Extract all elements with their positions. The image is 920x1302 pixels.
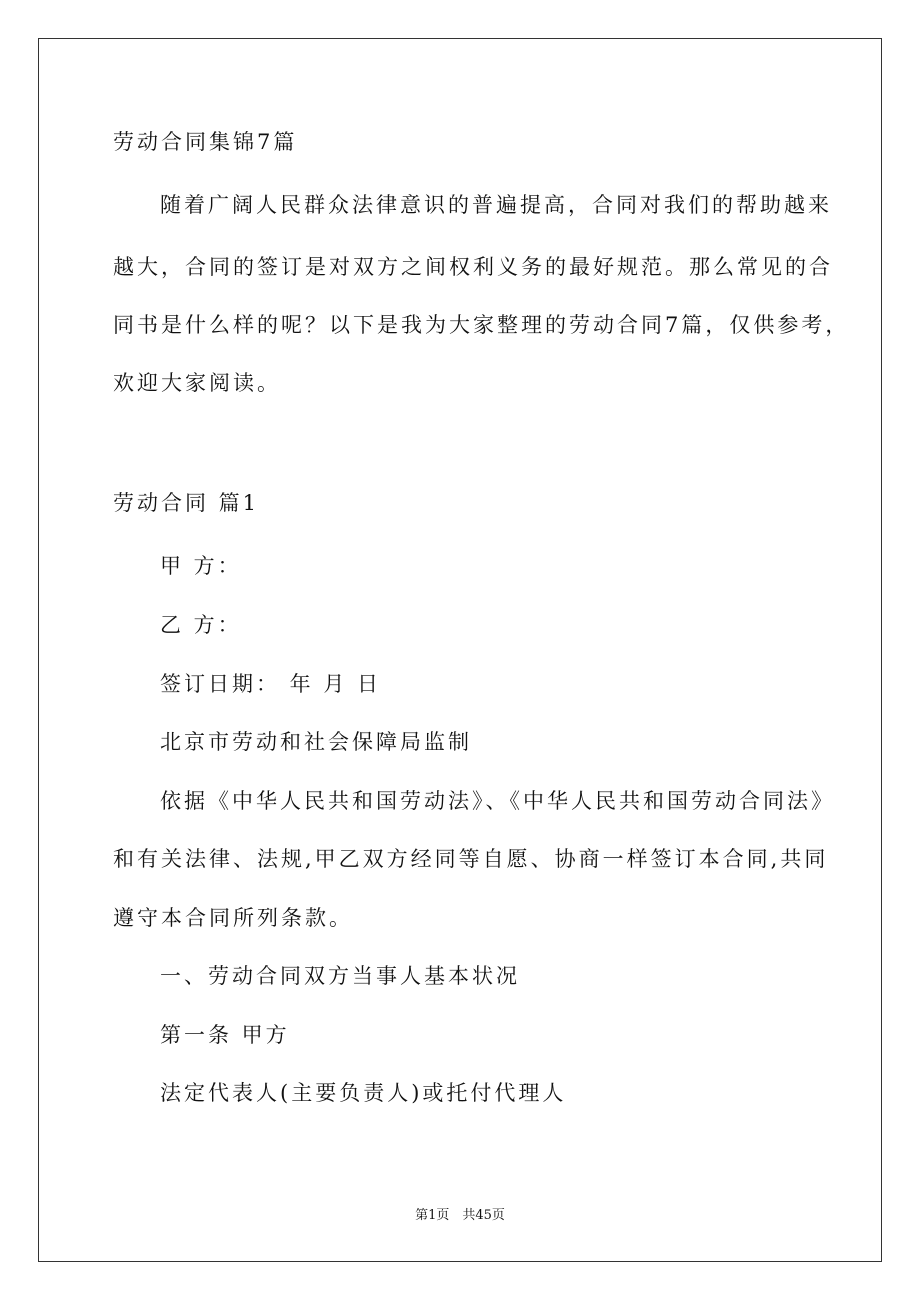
basis-line: 遵守本合同所列条款。 — [113, 906, 353, 930]
intro-line: 越大，合同的签订是对双方之间权利义务的最好规范。那么常见的合 — [113, 255, 833, 279]
intro-line: 欢迎大家阅读。 — [113, 371, 281, 395]
party-b-label: 乙 方： — [160, 613, 242, 637]
party-a-label: 甲 方： — [160, 554, 242, 578]
article-heading: 第一条 甲方 — [160, 1023, 290, 1047]
page-border — [38, 38, 882, 1262]
section-heading: 劳动合同 篇1 — [113, 491, 260, 515]
intro-line: 随着广阔人民群众法律意识的普遍提高，合同对我们的帮助越来 — [160, 193, 832, 217]
legal-rep-label: 法定代表人(主要负责人)或托付代理人 — [160, 1081, 567, 1105]
supervisor-text: 北京市劳动和社会保障局监制 — [160, 730, 472, 754]
document-title: 劳动合同集锦7篇 — [113, 130, 298, 154]
basis-line: 和有关法律、法规,甲乙双方经同等自愿、协商一样签订本合同,共同 — [113, 847, 829, 871]
page-footer: 第1页 共45页 — [415, 1208, 505, 1223]
chapter-heading: 一、劳动合同双方当事人基本状况 — [160, 964, 520, 988]
basis-line: 依据《中华人民共和国劳动法》、《中华人民共和国劳动合同法》 — [160, 789, 835, 813]
sign-date-label: 签订日期： 年 月 日 — [160, 672, 382, 696]
intro-line: 同书是什么样的呢？以下是我为大家整理的劳动合同7篇，仅供参考， — [113, 313, 850, 337]
